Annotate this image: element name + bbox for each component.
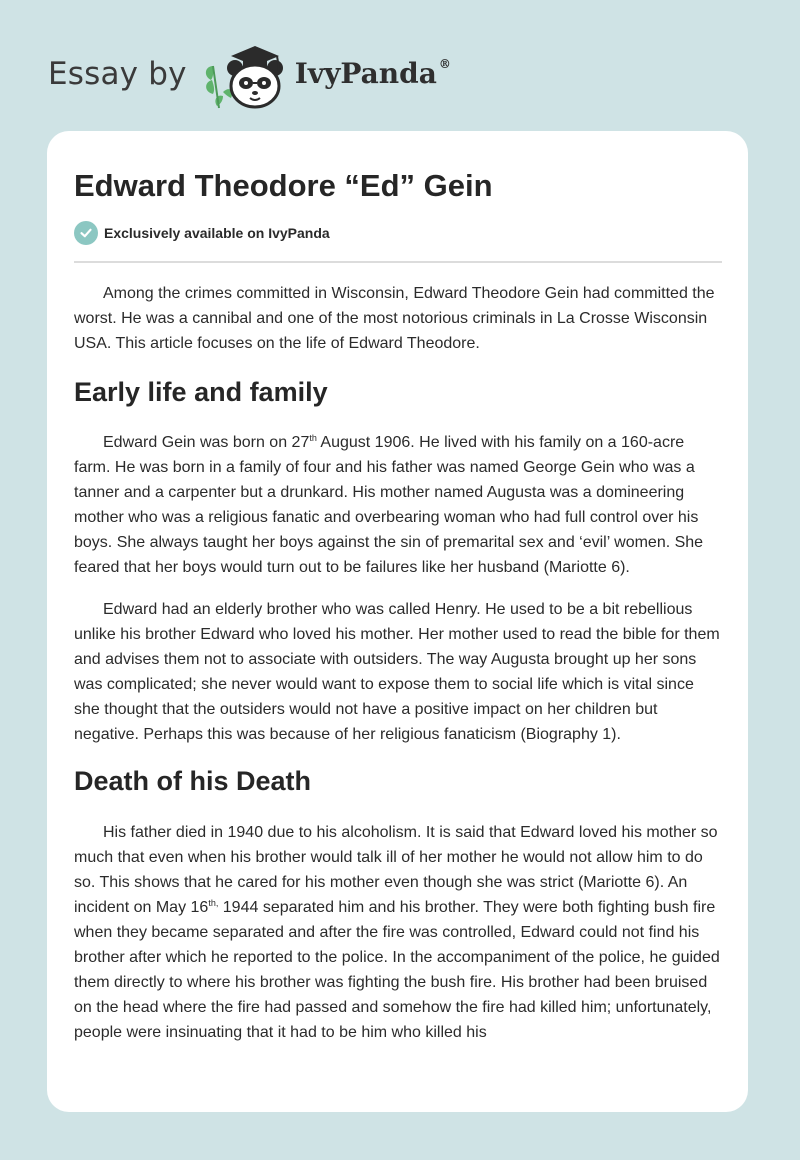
text-segment: August 1906. He lived with his family on a 160-acre farm. He was born in a family of four and his father was named George Gein who was a tanner and a carpenter but a drunkard. His mother named Augusta was a domineering mother who was a religious fanatic and overbearing woman who had full control over his boys. She always taught her boys against the sin of premarital sex and ‘evil’ women. She feared that her boys would turn out to be failures like her husband (Mariotte 6).: [74, 434, 704, 577]
essay-body: [74, 281, 722, 1045]
text-segment: Edward Gein was born on 27: [103, 434, 310, 452]
checkmark-icon: [74, 221, 98, 245]
superscript: th: [309, 433, 317, 444]
paragraph-birth: [74, 430, 722, 580]
superscript: th,: [208, 897, 219, 908]
intro-paragraph: Among the crimes committed in Wisconsin, Edward Theodore Gein had committed the worst. He was a cannibal and one of the most notorious criminals in La Crosse Wisconsin USA. This article focuses on the life of Edward Theodore.: [74, 285, 715, 352]
exclusive-badge: [74, 221, 330, 245]
title-divider: [74, 261, 722, 263]
section-heading-death: Death of his Death: [74, 766, 312, 797]
panda-logo-icon[interactable]: [201, 36, 293, 112]
text-segment: His father died in 1940 due to his alcoholism. It is said that Edward loved his mother so much that even when his brother would talk ill of her mother he would not allow him to do so. This shows that he cared for his mother even though she was strict (Mariotte 6). An incident on May 16: [74, 823, 718, 916]
section-heading-early-life: Early life and family: [74, 377, 328, 407]
brand-label: IvyPanda: [294, 57, 437, 90]
essay-title: Edward Theodore “Ed” Gein: [74, 168, 493, 203]
essay-by-label: Essay by: [48, 55, 187, 92]
exclusive-label: Exclusively available on IvyPanda: [104, 225, 330, 241]
site-header: [48, 36, 451, 112]
registered-mark: ®: [438, 57, 451, 71]
brand-name[interactable]: [294, 57, 451, 90]
paragraph-death: [74, 820, 722, 1045]
paragraph-brother: Edward had an elderly brother who was called Henry. He used to be a bit rebellious unlike his brother Edward who loved his mother. Her mother used to read the bible for them and advises them not to associate with outsiders. The way Augusta brought up her sons was complicated; she never would want to expose them to social life which is vital since she thought that the outsiders would not have a positive impact on her children but negative. Perhaps this was because of her religious fanaticism (Biography 1).: [74, 601, 720, 744]
text-segment: 1944 separated him and his brother. They were both fighting bush fire when they became separated and after the fire was controlled, Edward could not find his brother after which he reported to the police. In the accompaniment of the police, he guided them directly to where his brother was fighting the bush fire. His brother had been bruised on the head where the fire had passed and somehow the fire had killed him; unfortunately, people were insinuating that it had to be him who killed his: [74, 898, 720, 1041]
essay-card: [47, 131, 748, 1112]
